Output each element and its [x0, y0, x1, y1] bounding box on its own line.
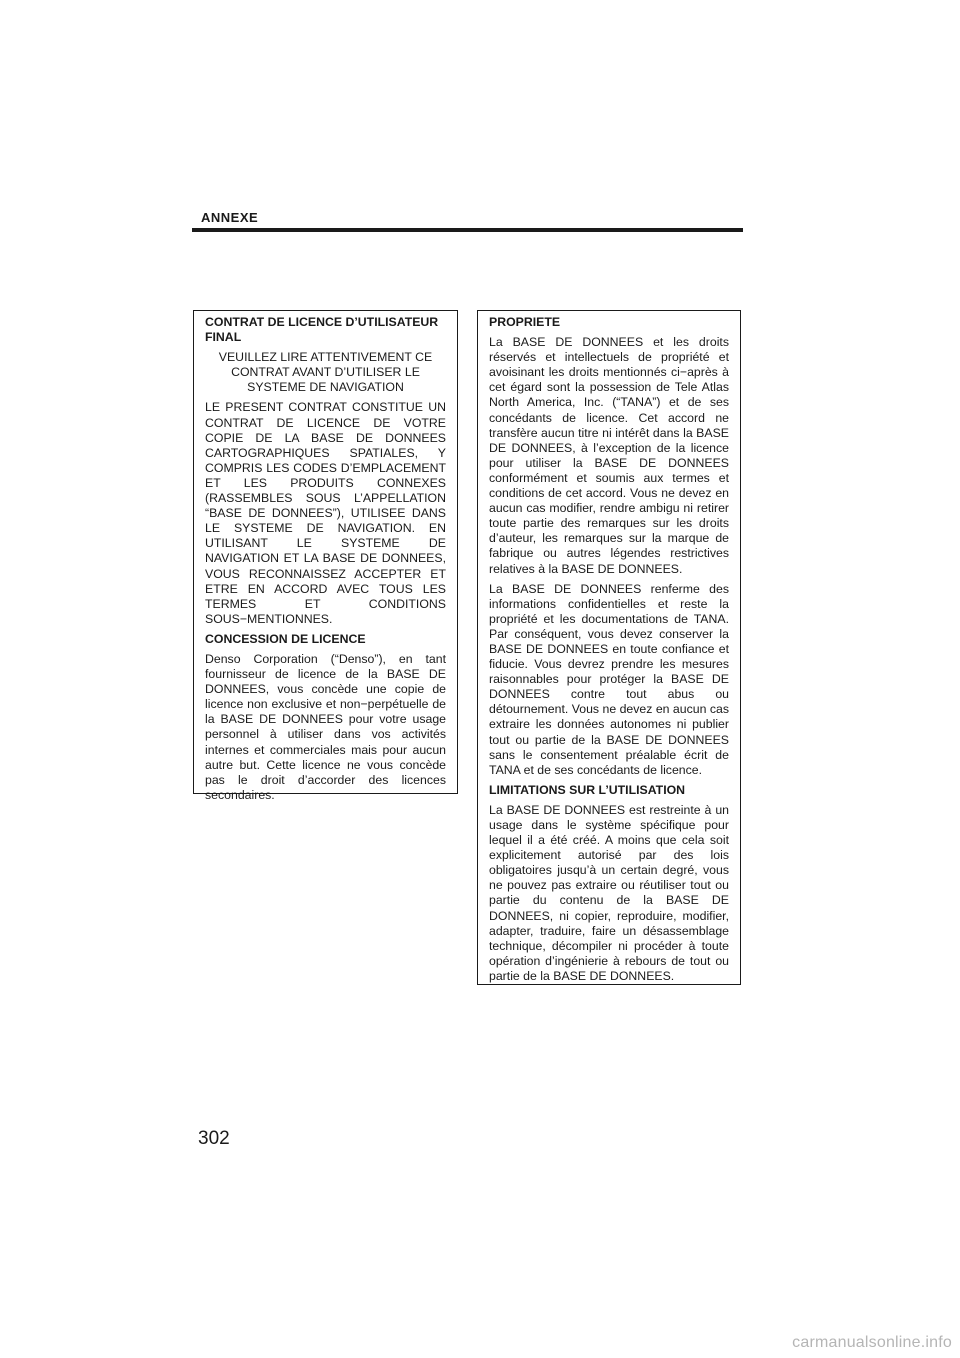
section-header: ANNEXE	[201, 210, 259, 225]
property-paragraph-1: La BASE DE DONNEES et les droits réservés et intellectuels de propriété et avoisinant les droits mentionnés ci−après à cet égard sont la possession de Tele Atlas North America, Inc. (“TANA”) et de ses concédants de licence. Cet accord ne transfère aucun titre ni intérêt dans la BASE DE DONNEES, à l’exception de la licence pour utiliser la BASE DE DONNEES conformément et soumis aux termes et conditions de cet accord. Vous ne devez en aucun cas modifier, rendre ambigu ni retirer toute partie des remarques sur les droits d’auteur, les remarques sur la marque de fabrique ou autres légendes restrictives relatives à la BASE DE DONNEES.	[489, 335, 729, 576]
page-number: 302	[198, 1128, 230, 1149]
license-grant-text: Denso Corporation (“Denso”), en tant fournisseur de licence de la BASE DE DONNEES, vous concède une copie de licence non exclusive et non−perpétuelle de la BASE DE DONNEES pour votre usage personnel à utiliser dans vos activités internes et commerciales mais pour aucun autre but. Cette licence ne vous concède pas le droit d’accorder des licences secondaires.	[205, 651, 446, 802]
property-limitations-box	[477, 310, 741, 985]
limitations-heading: LIMITATIONS SUR L’UTILISATION	[489, 782, 686, 797]
limitations-text: La BASE DE DONNEES est restreinte à un usage dans le système spécifique pour lequel il a été créé. A moins que cela soit explicitement autorisé par des lois obligatoires jusqu’à un certain degré, vous ne pouvez pas extraire ou réutiliser tout ou partie du contenu de la BASE DE DONNEES, ni copier, reproduire, modifier, adapter, traduire, faire un désassemblage technique, décompiler ni procéder à toute opération d’ingénierie à rebours de tout ou partie de la BASE DE DONNEES.	[489, 802, 729, 983]
property-heading: PROPRIETE	[489, 315, 561, 329]
license-grant-heading: CONCESSION DE LICENCE	[205, 631, 366, 646]
read-carefully-notice: VEUILLEZ LIRE ATTENTIVEMENT CE CONTRAT AVANT D’UTILISER LE SYSTEME DE NAVIGATION	[218, 350, 433, 395]
license-agreement-box	[193, 310, 458, 802]
site-watermark: carmanualsonline.info	[792, 1334, 952, 1351]
agreement-intro: LE PRESENT CONTRAT CONSTITUE UN CONTRAT DE LICENCE DE VOTRE COPIE DE LA BASE DE DONNEES CARTOGRAPHIQUES SPATIALES, Y COMPRIS LES CODES D’EMPLACEMENT ET LES PRODUITS CONNEXES (RASSEMBLES SOUS L’APPELLATION “BASE DE DONNEES”), UTILISEE DANS LE SYSTEME DE NAVIGATION. EN UTILISANT LE SYSTEME DE NAVIGATION ET LA BASE DE DONNEES, VOUS RECONNAISSEZ ACCEPTER ET ETRE EN ACCORD AVEC TOUS LES TERMES ET CONDITIONS SOUS−MENTIONNES.	[205, 400, 446, 626]
header-rule	[192, 228, 743, 232]
agreement-title: CONTRAT DE LICENCE D’UTILISATEUR FINAL	[205, 315, 439, 345]
property-paragraph-2: La BASE DE DONNEES renferme des informations confidentielles et reste la propriété et les documentations de TANA. Par conséquent, vous devez conserver la BASE DE DONNEES en toute confiance et fiducie. Vous devrez prendre les mesures raisonnables pour protéger la BASE DE DONNEES contre tout abus ou détournement. Vous ne devez en aucun cas extraire les données autonomes ni publier tout ou partie de la BASE DE DONNEES sans le consentement préalable écrit de TANA et de ses concédants de licence.	[489, 581, 729, 777]
